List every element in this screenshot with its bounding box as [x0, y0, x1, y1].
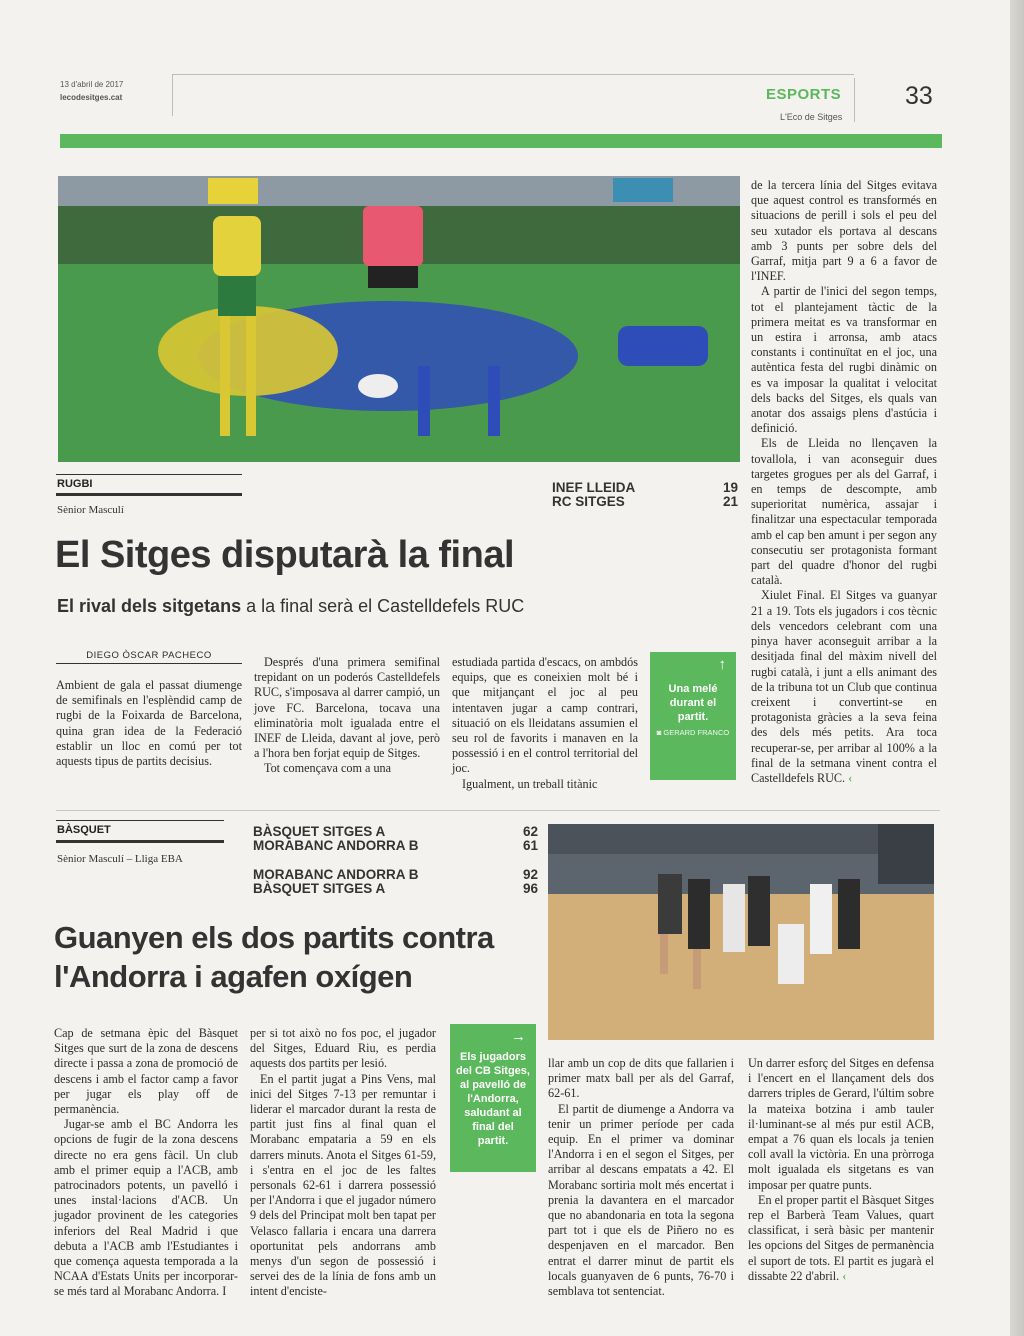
paragraph: Ambient de gala el passat diumenge de semifinals en l'esplèndid camp de rugbi de la Foixarda de Barcelona, quina gran idea de la Federació establir un lloc en comú per tot aquests tipus de partits decisius.	[56, 678, 242, 769]
basket-photo-illustration	[548, 824, 934, 1040]
header-divider-right	[854, 78, 855, 122]
score-row	[253, 825, 538, 839]
team-points: 61	[522, 838, 538, 853]
score-row	[552, 481, 738, 495]
team-points: 19	[722, 480, 738, 495]
rugby-scoreboard	[552, 481, 738, 509]
caption-text: Una melé durant el partit.	[668, 683, 718, 723]
basket-kicker-rule	[56, 840, 224, 843]
basket-column-3	[548, 1056, 734, 1299]
rugby-subtitle	[57, 596, 524, 617]
team-name: BÀSQUET SITGES A	[253, 881, 386, 896]
newspaper-name: L'Eco de Sitges	[780, 112, 843, 122]
page-number: 33	[905, 82, 933, 110]
paragraph-text: Xiulet Final. El Sitges va guanyar 21 a 19. Tots els jugadors i cos tècnic dels vencedors celebrant com una pinya haver aconseguit arribar a la desitjada final del màxim nivell del rugbi català, i junt a ells animant des de la tribuna tot un Club que continua creixent i convertint-se en protagonista gràcies a la seva feina des dels més petits. Ara toca recuperar-se, per arribar al 100% a la final de la setmana vinent contra el Castelldefels RUC.	[751, 588, 937, 785]
headline-line-2: l'Andorra i agafen oxígen	[54, 959, 413, 994]
team-points: 96	[522, 881, 538, 896]
paragraph	[748, 1193, 934, 1284]
article-divider	[56, 810, 940, 811]
issue-date: 13 d'abril de 2017	[60, 80, 124, 89]
basket-column-2	[250, 1026, 436, 1300]
team-points: 62	[522, 824, 538, 839]
score-row	[253, 868, 538, 882]
rugby-column-3	[452, 655, 638, 792]
page-edge-shadow	[1010, 0, 1024, 1336]
paragraph: Igualment, un treball titànic	[462, 776, 598, 791]
basket-players-photo	[548, 824, 934, 1040]
paragraph: Cap de setmana èpic del Bàsquet Sitges que surt de la zona de descens directe i passa a zona de promoció de descens i amb el factor camp a favor per jugar els play off de permanència.	[54, 1026, 238, 1117]
basket-photo-caption	[450, 1024, 536, 1172]
rugby-category: Sènior Masculí	[57, 504, 124, 516]
paragraph: estudiada partida d'escacs, on ambdós equips, que es coneixien molt bé i que mitjançant el joc al peu intentaven jugar a camp contrari, situació on els lleidatans assumien el seu rol de favorits i manaven en la possessió i en el control territorial del joc.	[452, 655, 638, 776]
rugby-kicker-rule	[56, 493, 242, 496]
section-color-bar	[60, 134, 942, 148]
photo-credit	[656, 726, 730, 740]
paragraph: Jugar-se amb el BC Andorra les opcions de fugir de la zona descens directe no era gens fàcil. Un club amb el primer equip a l'ACB, amb patrocinadors potents, un pavelló i unes instal·lacions d'ACB. Un jugador provinent de les categories inferiors del Real Madrid i que debuta a l'ACB amb l'Estudiantes i que comença aquesta temporada a la NCAA d'Estats Units per incorporar-se més tard al Morabanc Andorra. I	[54, 1117, 238, 1299]
masthead-info	[60, 78, 123, 104]
rugby-column-2	[254, 655, 440, 777]
chevron-left-icon: ‹	[842, 1268, 847, 1283]
rugby-photo-caption	[650, 652, 736, 780]
team-name: BÀSQUET SITGES A	[253, 824, 386, 839]
paragraph: Un darrer esforç del Sitges en defensa i l'encert en el llançament dels dos darrers triples de Gerard, l'últim sobre la mateixa botzina i amb tauler il·luminant-se al més pur estil ACB, empat a 76 quan els locals ja tenien coll avall la victòria. En una pròrroga molt igualada els sitgetans es van imposar per quatre punts.	[748, 1056, 934, 1192]
subtitle-rest: a la final serà el Castelldefels RUC	[241, 596, 525, 616]
paragraph: Tot començava com a una	[264, 761, 392, 776]
camera-icon: ◙	[656, 728, 664, 737]
basket-column-1	[54, 1026, 238, 1300]
basket-headline	[54, 918, 494, 996]
section-name: ESPORTS	[766, 86, 842, 103]
paragraph: A partir de l'inici del segon temps, tot el plantejament tàctic de la primera meitat es va transformar en un estira i arronsa, amb atacs constants i continuïtat en el joc, una autèntica festa del rugbi dinàmic on es va imposar la qualitat i velocitat dels backs del Sitges, els quals van anotar dos assaigs plens d'astúcia i definició.	[751, 284, 937, 436]
team-points: 21	[722, 494, 738, 509]
score-row	[253, 882, 538, 896]
author-byline: DIEGO ÒSCAR PACHECO	[56, 650, 242, 664]
basket-scoreboard-1	[253, 825, 538, 853]
headline-line-1: Guanyen els dos partits contra	[54, 920, 494, 955]
rugby-kicker-rule-top	[56, 474, 242, 475]
header-rule	[172, 74, 854, 75]
arrow-up-icon: ↑	[718, 656, 726, 673]
website: lecodesitges.cat	[60, 93, 123, 102]
basket-column-4	[748, 1056, 934, 1284]
basket-category: Sènior Masculí – Lliga EBA	[57, 853, 183, 865]
team-name: MORABANC ANDORRA B	[253, 867, 419, 882]
paragraph: de la tercera línia del Sitges evitava que aquest control es transformés en situacions de perill i sols el peu del seu xutador els portava al descans amb 3 punts per sobre dels del Garraf, mitja part 9 a 6 a favor de l'INEF.	[751, 178, 937, 284]
paragraph	[751, 588, 937, 786]
chevron-left-icon: ‹	[848, 770, 853, 785]
paragraph: Els de Lleida no llençaven la tovallola, i van aconseguir dues targetes grogues per als del Garraf, i en temps de descompte, amb superioritat numèrica, assajar i finalitzar una espectacular temporada amb el cap ben amunt i per segon any consecutiu ser protagonista formant part del quadre d'honor del rugbi català.	[751, 436, 937, 588]
rugby-column-1	[56, 678, 242, 769]
rugby-kicker: RUGBI	[57, 478, 93, 490]
paragraph: El partit de diumenge a Andorra va tenir un primer període per cada equip. En el primer va dominar l'Andorra i en el segon el Sitges, per arribar al descans empatats a 42. El Morabanc sortiria molt més encertat i prenia la davantera en el marcador que no abandonaria en tota la segona part tot i que els de Piñero no es despenjaven en el marcador. Ben entrat el darrer minut de partit els locals guanyaven de 6 punts, 76-70 i semblava tot sentenciat.	[548, 1101, 734, 1299]
score-row	[253, 839, 538, 853]
rugby-scrum-photo	[58, 176, 740, 462]
basket-kicker: BÀSQUET	[57, 824, 111, 836]
caption-text: Els jugadors del CB Sitges, al pavelló de l'Andorra, saludant al final del partit.	[456, 1051, 530, 1147]
score-row	[552, 495, 738, 509]
rugby-headline: El Sitges disputarà la final	[55, 534, 515, 576]
arrow-right-icon: →	[511, 1028, 526, 1045]
subtitle-bold: El rival dels sitgetans	[57, 596, 242, 616]
team-points: 92	[522, 867, 538, 882]
rugby-column-4	[751, 178, 937, 786]
paragraph: En el partit jugat a Pins Vens, mal inici del Sitges 7-13 per remuntar i liderar el marcador durant la resta de partit just fins al final quan el Morabanc empataria a 59 en els darrers minuts. Anota el Sitges 61-59, i s'entra en el joc de les faltes personals 62-61 i darrera possessió per l'Andorra i que el jugador número 9 dels del Principat molt ben tapat per Velasco fallaria i encara una darrera oportunitat pels andorrans amb menys d'un segon de possessió i servei des de la línia de fons amb un intent d'enciste-	[250, 1071, 436, 1299]
paragraph: per si tot això no fos poc, el jugador del Sitges, Eduard Riu, es perdia aquests dos partits per lesió.	[250, 1026, 436, 1071]
basket-scoreboard-2	[253, 868, 538, 896]
paragraph: Després d'una primera semifinal trepidant on un poderós Castelldefels RUC, s'imposava al darrer campió, un jove FC. Barcelona, tocava una eliminatòria molt igualada entre el INEF de Lleida, davant al jove, però a l'hora ben forjat equip de Sitges.	[254, 655, 440, 761]
team-name: MORABANC ANDORRA B	[253, 838, 419, 853]
team-name: RC SITGES	[552, 494, 625, 509]
photo-credit-name: GERARD FRANCO	[663, 728, 730, 737]
header-divider	[172, 74, 173, 116]
paragraph: llar amb un cop de dits que fallarien i primer matx ball per als del Garraf, 62-61.	[548, 1056, 734, 1101]
team-name: INEF LLEIDA	[552, 480, 636, 495]
basket-kicker-rule-top	[56, 820, 224, 821]
paragraph-text: En el proper partit el Bàsquet Sitges rep el Barberà Team Values, quart classificat, i serà bàsic per mantenir les opcions del Sitges de permanència el suport de tots. El partit es jugarà el dissabte 22 d'abril.	[748, 1192, 934, 1283]
rugby-photo-illustration	[58, 176, 740, 462]
